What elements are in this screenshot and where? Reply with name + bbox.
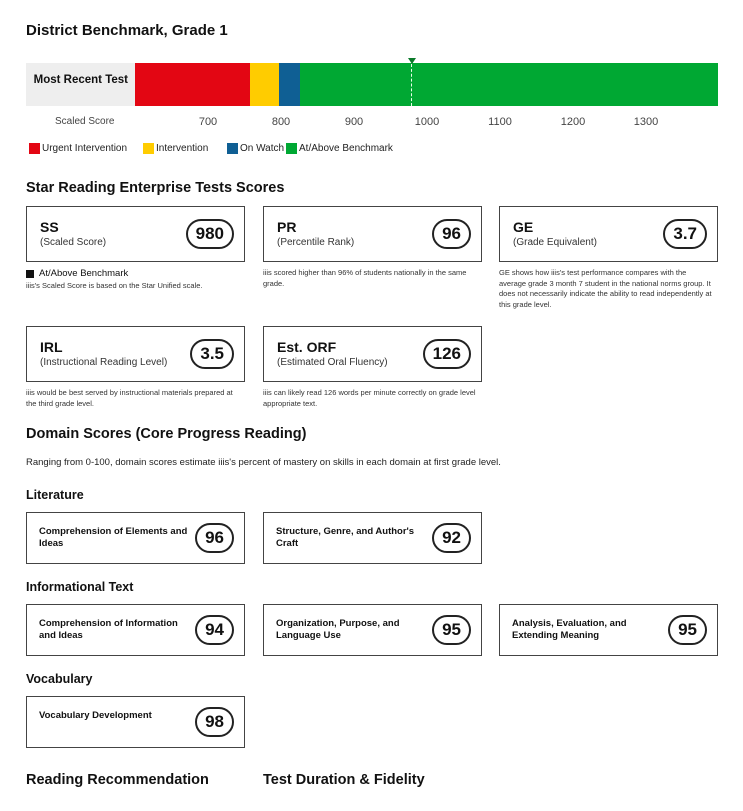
score-value: 3.7 (663, 219, 707, 249)
domain-label: Comprehension of Information and Ideas (39, 618, 178, 641)
status-label: At/Above Benchmark (39, 268, 129, 279)
band-at-above-benchmark (300, 63, 718, 106)
domain-score-card (499, 604, 718, 656)
domain-score-card (26, 512, 245, 564)
score-abbr: SS (40, 219, 59, 235)
score-abbr: GE (513, 219, 534, 235)
domain-group-heading: Informational Text (26, 580, 134, 594)
tick-label: 1000 (414, 116, 440, 128)
legend-label: Intervention (156, 143, 209, 154)
domain-score-card (26, 604, 245, 656)
test-duration-heading: Test Duration & Fidelity (263, 772, 425, 788)
page-title: District Benchmark, Grade 1 (26, 22, 228, 39)
domain-value: 95 (432, 615, 471, 645)
domain-score-card (26, 696, 245, 748)
benchmark-status (26, 268, 128, 279)
domain-value: 98 (195, 707, 234, 737)
tick-label: 1100 (488, 116, 512, 128)
domain-label: Organization, Purpose, and Language Use (276, 618, 400, 641)
score-card-estorf (263, 326, 482, 382)
band-urgent-intervention (135, 63, 250, 106)
legend-label: On Watch (240, 143, 285, 154)
reading-recommendation-heading: Reading Recommendation (26, 772, 209, 788)
band-on-watch (279, 63, 300, 106)
marker-line (411, 64, 412, 106)
domain-intro: Ranging from 0-100, domain scores estimate iiis's percent of mastery on skills in each domain at first grade level. (26, 457, 501, 468)
score-abbr: PR (277, 219, 297, 235)
domain-value: 96 (195, 523, 234, 553)
row-label: Most Recent Test (33, 74, 128, 86)
score-full-name: (Grade Equivalent) (513, 237, 597, 248)
score-note: iiis would be best served by instructional materials prepared at the third grade level. (26, 388, 233, 408)
domain-label: Structure, Genre, and Author's Craft (276, 526, 415, 549)
score-note: iiis scored higher than 96% of students nationally in the same grade. (263, 268, 467, 288)
legend-item (227, 143, 284, 154)
score-full-name: (Instructional Reading Level) (40, 357, 168, 368)
legend-swatch (286, 143, 297, 154)
legend-item (286, 143, 393, 154)
star-heading: Star Reading Enterprise Tests Scores (26, 180, 285, 196)
tick-label: 900 (344, 116, 364, 128)
legend-label: Urgent Intervention (42, 143, 128, 154)
domain-group-heading: Literature (26, 488, 84, 502)
band-intervention (250, 63, 279, 106)
domain-score-card (263, 512, 482, 564)
marker-triangle-icon (408, 58, 416, 64)
legend-label: At/Above Benchmark (299, 143, 393, 154)
legend-item (143, 143, 208, 154)
tick-label: 800 (271, 116, 291, 128)
score-value: 3.5 (190, 339, 234, 369)
domain-label: Analysis, Evaluation, and Extending Meaning (512, 618, 627, 641)
score-abbr: Est. ORF (277, 339, 337, 355)
score-value: 126 (423, 339, 471, 369)
legend-swatch (143, 143, 154, 154)
legend-item (29, 143, 127, 154)
tick-label: 1200 (560, 116, 586, 128)
score-value: 980 (186, 219, 234, 249)
legend-swatch (227, 143, 238, 154)
domain-heading: Domain Scores (Core Progress Reading) (26, 426, 307, 442)
score-note: iiis can likely read 126 words per minute correctly on grade level appropriate text. (263, 388, 476, 408)
tick-label: 1300 (633, 116, 659, 128)
domain-value: 94 (195, 615, 234, 645)
score-full-name: (Estimated Oral Fluency) (277, 357, 388, 368)
score-note: GE shows how iiis's test performance compares with the average grade 3 month 7 student in the national norms group. It does not necessarily indicate the ability to read independently at this grade level. (499, 268, 712, 309)
domain-label: Comprehension of Elements and Ideas (39, 526, 188, 549)
score-full-name: (Scaled Score) (40, 237, 107, 248)
square-icon (26, 270, 34, 278)
domain-score-card (263, 604, 482, 656)
domain-group-heading: Vocabulary (26, 672, 93, 686)
domain-label: Vocabulary Development (39, 710, 152, 721)
score-note: iiis's Scaled Score is based on the Star Unified scale. (26, 281, 203, 290)
axis-label: Scaled Score (55, 116, 115, 127)
domain-value: 92 (432, 523, 471, 553)
score-card-ge (499, 206, 718, 262)
domain-value: 95 (668, 615, 707, 645)
tick-label: 700 (198, 116, 218, 128)
score-abbr: IRL (40, 339, 63, 355)
score-card-irl (26, 326, 245, 382)
score-card-ss (26, 206, 245, 262)
legend-swatch (29, 143, 40, 154)
score-full-name: (Percentile Rank) (277, 237, 355, 248)
score-value: 96 (432, 219, 471, 249)
score-card-pr (263, 206, 482, 262)
